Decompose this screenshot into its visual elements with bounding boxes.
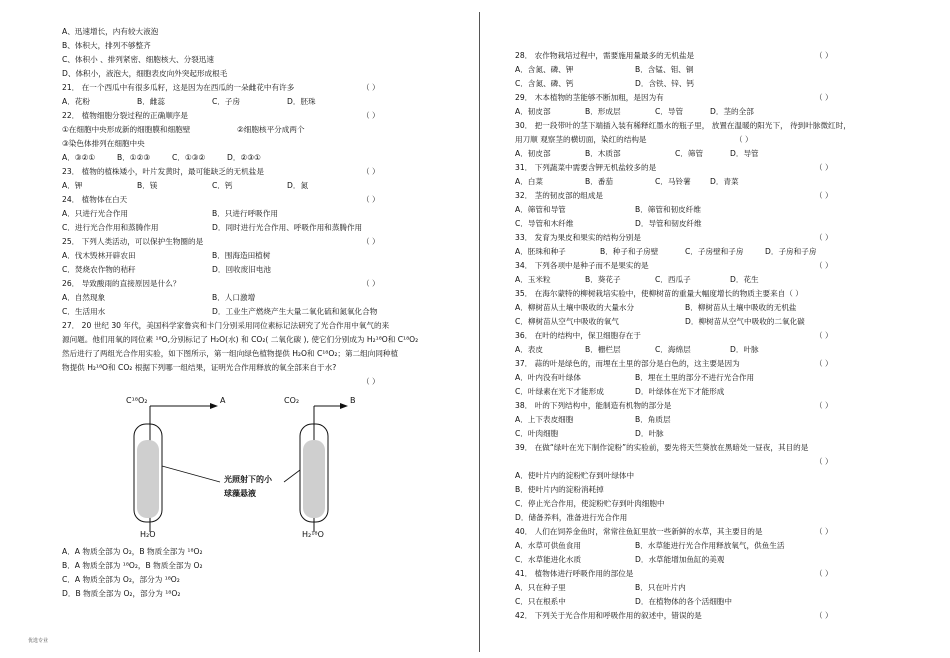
question-stem: 29． 木本植物的茎能够不断加粗，是因为有: [515, 93, 664, 102]
answer-option: B．镁: [137, 181, 158, 190]
answer-blank: （ ）: [362, 195, 380, 204]
answer-blank: （ ）: [362, 83, 380, 92]
question-stem: 30． 把一段带叶的茎下端插入装有稀释红墨水的瓶子里， 放置在温暖的阳光下， 待到叶脉微红时，: [515, 121, 851, 130]
answer-blank: （ ）: [362, 167, 380, 176]
answer-option: C．进行光合作用和蒸腾作用: [62, 223, 159, 232]
answer-option: C．海绵层: [655, 345, 691, 354]
answer-option: C．柳树苗从空气中吸收的氧气: [515, 317, 620, 326]
left-gas-label: C¹⁸O₂: [126, 396, 148, 405]
answer-option: B．柳树苗从土壤中吸收的无机盐: [685, 303, 797, 312]
question-stem: 41． 植物体进行呼吸作用的部位是: [515, 569, 634, 578]
right-water-label: H₂¹⁸O: [302, 530, 324, 539]
column-divider: [479, 12, 480, 652]
answer-option: D．导管和韧皮纤维: [635, 219, 702, 228]
answer-option: C．只在根系中: [515, 597, 566, 606]
answer-blank: （ ）: [815, 51, 833, 60]
answer-option: B．水草能进行光合作用释放氧气，供鱼生活: [635, 541, 785, 550]
answer-option: ②细胞核平分成两个: [237, 125, 305, 134]
answer-option: A．A 物质全部为 O₂，B 物质全部为 ¹⁸O₂: [62, 547, 203, 556]
answer-option: D．回收废旧电池: [212, 265, 272, 274]
answer-blank: （ ）: [815, 527, 833, 536]
question-stem: 36． 在叶的结构中，保卫细胞存在于: [515, 331, 641, 340]
answer-option: D．水草能增加鱼缸的美观: [635, 555, 725, 564]
pointer-line-right: [284, 470, 300, 482]
question-stem: 28． 农作物栽培过程中，需要施用量最多的无机盐是: [515, 51, 695, 60]
answer-option: B．人口激增: [212, 293, 256, 302]
answer-option: D．胚珠: [287, 97, 316, 106]
answer-option: B．雌蕊: [137, 97, 165, 106]
answer-option: D．叶绿体在光下才能形成: [635, 387, 725, 396]
answer-option: 然后进行了两组光合作用实验，如下图所示，第一组向绿色植物提供 H₂O和 C¹⁸O₂；第二组向同种植: [62, 349, 399, 358]
answer-option: D．柳树苗从空气中吸收的二氧化碳: [685, 317, 805, 326]
question-stem: 33． 发育为果皮和果实的结构分别是: [515, 233, 641, 242]
answer-blank: （ ）: [815, 457, 833, 466]
right-test-tube: [300, 403, 348, 532]
answer-option: A．筛管和导管: [515, 205, 566, 214]
answer-option: B．栅栏层: [585, 345, 621, 354]
answer-option: C．停止光合作用，使淀粉贮存到叶肉细胞中: [515, 499, 665, 508]
answer-option: D．氮: [287, 181, 309, 190]
question-stem: 22． 植物细胞分裂过程的正确顺序是: [62, 111, 188, 120]
question-stem: 40． 人们在饲养金鱼时，常常往鱼缸里放一些新鲜的水草，其主要目的是: [515, 527, 763, 536]
answer-option: D．工业生产燃烧产生大量二氧化硫和氮氧化合物: [212, 307, 378, 316]
question-stem: 26． 导致酸雨的直接原因是什么？: [62, 279, 181, 288]
answer-option: C．子房: [212, 97, 241, 106]
answer-option: C．钙: [212, 181, 233, 190]
arrow-a-label: A: [220, 396, 226, 405]
answer-option: B．埋在土里的部分不进行光合作用: [635, 373, 755, 382]
answer-option: C．马铃薯: [655, 177, 691, 186]
experiment-svg: [100, 400, 360, 540]
answer-option: A．只进行光合作用: [62, 209, 128, 218]
answer-blank: （ ）: [815, 191, 833, 200]
pointer-line-left: [162, 466, 220, 482]
answer-option: 源问题。他们用氧的同位素 ¹⁸O,分别标记了 H₂O(水) 和 CO₂( 二氧化碳 ), 使它们分别成为 H₂¹⁸O和 C¹⁸O₂: [62, 335, 419, 344]
answer-option: B．只进行呼吸作用: [212, 209, 278, 218]
answer-blank: （ ）: [815, 359, 833, 368]
answer-blank: （ ）: [815, 233, 833, 242]
question-stem: 23． 植物的植株矮小，叶片发黄时，最可能缺乏的无机盐是: [62, 167, 264, 176]
answer-option: A．上下表皮细胞: [515, 415, 574, 424]
answer-option: C．焚烧农作物的秸秆: [62, 265, 136, 274]
question-stem: 38． 叶的下列结构中，能制造有机物的部分是: [515, 401, 672, 410]
answer-option: C．西瓜子: [655, 275, 691, 284]
question-stem: 37． 蒜的叶是绿色的，而埋在土里的部分是白色的，这主要是因为: [515, 359, 740, 368]
answer-blank: （ ）: [362, 279, 380, 288]
answer-option: ③染色体排列在细胞中央: [62, 139, 145, 148]
answer-blank: （ ）: [815, 261, 833, 270]
answer-blank: （ ）: [362, 377, 380, 386]
answer-option: 用刀顺 观察茎的横切面，染红的结构是: [515, 135, 647, 144]
answer-option: C．①③②: [172, 153, 206, 162]
page-footer: 优选专业: [28, 638, 49, 644]
answer-option: A．钾: [62, 181, 83, 190]
answer-option: A．含氮、磷、钾: [515, 65, 574, 74]
answer-option: C．导管: [655, 107, 684, 116]
answer-option: B．围海造田植树: [212, 251, 271, 260]
answer-option: D．同时进行光合作用、呼吸作用和蒸腾作用: [212, 223, 363, 232]
answer-option: A．玉米粒: [515, 275, 551, 284]
answer-option: D．导管: [730, 149, 759, 158]
answer-option: A．伐木毁林开辟农田: [62, 251, 136, 260]
answer-option: B．番茄: [585, 177, 613, 186]
answer-option: A．只在种子里: [515, 583, 566, 592]
answer-option: C．含氮、磷、钙: [515, 79, 574, 88]
answer-option: B、体积大，排列不够整齐: [62, 41, 151, 50]
right-gas-label: CO₂: [284, 396, 300, 405]
answer-option: D．叶脉: [635, 429, 664, 438]
answer-option: C、体积小 、排列紧密、细胞核大、分裂迅速: [62, 55, 214, 64]
answer-option: A．胚珠和种子: [515, 247, 566, 256]
answer-option: C．叶绿素在光下才能形成: [515, 387, 604, 396]
answer-option: D．②③①: [227, 153, 261, 162]
answer-option: ①在细胞中央形成新的细胞膜和细胞壁: [62, 125, 191, 134]
answer-blank: （ ）: [815, 611, 833, 620]
answer-option: C．A 物质全部为 O₂，部分为 ¹⁸O₂: [62, 575, 180, 584]
question-stem: 25． 下列人类活动，可以保护生物圈的是: [62, 237, 204, 246]
answer-option: 物提供 H₂¹⁸O和 CO₂ 根据下列哪一组结果，证明光合作用释放的氧全部来自于水?: [62, 363, 337, 372]
answer-option: C．子房壁和子房: [685, 247, 744, 256]
question-stem: 24． 植物体在白天: [62, 195, 128, 204]
left-water-label: H₂O: [140, 530, 156, 539]
left-test-tube: [134, 403, 218, 532]
answer-option: D．子房和子房: [765, 247, 817, 256]
question-stem: 34． 下列各项中是种子而不是果实的是: [515, 261, 649, 270]
suspension-label-line1: 光照射下的小: [224, 475, 272, 484]
answer-blank: （ ）: [815, 93, 833, 102]
answer-option: B．筛管和韧皮纤维: [635, 205, 701, 214]
question-stem: 31． 下列蔬菜中需要含钾无机盐较多的是: [515, 163, 657, 172]
answer-option: A、迅速增长，内有较大液泡: [62, 27, 159, 36]
answer-option: C．导管和木纤维: [515, 219, 574, 228]
answer-option: A．韧皮部: [515, 107, 551, 116]
answer-option: D．B 物质全部为 O₂，部分为 ¹⁸O₂: [62, 589, 181, 598]
answer-option: A．自然现象: [62, 293, 106, 302]
answer-option: A．表皮: [515, 345, 543, 354]
answer-option: A．柳树苗从土壤中吸收的大量水分: [515, 303, 635, 312]
answer-blank: （ ）: [815, 401, 833, 410]
question-stem: 21． 在一个西瓜中有很多瓜籽，这是因为在西瓜的一朵雌花中有许多: [62, 83, 295, 92]
answer-option: A．使叶片内的淀粉贮存到叶绿体中: [515, 471, 635, 480]
answer-option: A．韧皮部: [515, 149, 551, 158]
answer-option: A．花粉: [62, 97, 90, 106]
suspension-label-line2: 球藻悬液: [224, 489, 256, 498]
question-stem: 42． 下列关于光合作用和呼吸作用的叙述中，错误的是: [515, 611, 702, 620]
question-stem: 35． 在海尔蒙特的柳树栽培实验中，使柳树苗的重量大幅度增长的物质主要来自（ ）: [515, 289, 803, 298]
answer-option: D．含铁、锌、钙: [635, 79, 695, 88]
answer-option: D．叶脉: [730, 345, 759, 354]
answer-blank: （ ）: [735, 135, 753, 144]
answer-option: B．只在叶片内: [635, 583, 686, 592]
question-stem: 27． 20 世纪 30 年代，美国科学家鲁宾和卡门分别采用同位素标记法研究了光合作用中氧气的来: [62, 321, 390, 330]
answer-option: A．白菜: [515, 177, 543, 186]
answer-option: B．葵花子: [585, 275, 621, 284]
answer-option: D、体积小，液泡大，细胞表皮向外突起形成根毛: [62, 69, 228, 78]
answer-option: C．水草能进化水质: [515, 555, 582, 564]
answer-option: D．储备养料，准备进行光合作用: [515, 513, 628, 522]
question-stem: 39． 在做“绿叶在光下制作淀粉”的实验前，要先将天竺葵放在黑暗处一昼夜，其目的是: [515, 443, 809, 452]
answer-option: B．使叶片内的淀粉消耗掉: [515, 485, 604, 494]
answer-option: C．生活用水: [62, 307, 106, 316]
answer-blank: （ ）: [815, 163, 833, 172]
answer-blank: （ ）: [362, 111, 380, 120]
arrow-b-label: B: [350, 396, 356, 405]
answer-option: B．含锰、钼、铜: [635, 65, 694, 74]
answer-blank: （ ）: [362, 237, 380, 246]
answer-option: D．茎的全部: [710, 107, 754, 116]
answer-option: B．角质层: [635, 415, 671, 424]
answer-option: B．种子和子房壁: [600, 247, 659, 256]
answer-blank: （ ）: [815, 331, 833, 340]
answer-option: D．在植物体的各个活细胞中: [635, 597, 732, 606]
answer-option: A．③②①: [62, 153, 96, 162]
photosynthesis-experiment-diagram: [100, 396, 360, 542]
answer-option: B．①②③: [117, 153, 151, 162]
answer-option: D．青菜: [710, 177, 739, 186]
answer-option: D．花生: [730, 275, 759, 284]
answer-option: B．形成层: [585, 107, 621, 116]
answer-option: A．水草可供鱼食用: [515, 541, 581, 550]
answer-option: B．A 物质全部为 ¹⁸O₂，B 物质全部为 O₂: [62, 561, 203, 570]
question-stem: 32． 茎的韧皮部的组成是: [515, 191, 604, 200]
answer-option: B．木质部: [585, 149, 621, 158]
answer-option: C．筛管: [675, 149, 704, 158]
answer-option: C．叶肉细胞: [515, 429, 559, 438]
answer-blank: （ ）: [815, 569, 833, 578]
answer-option: A．叶内没有叶绿体: [515, 373, 581, 382]
